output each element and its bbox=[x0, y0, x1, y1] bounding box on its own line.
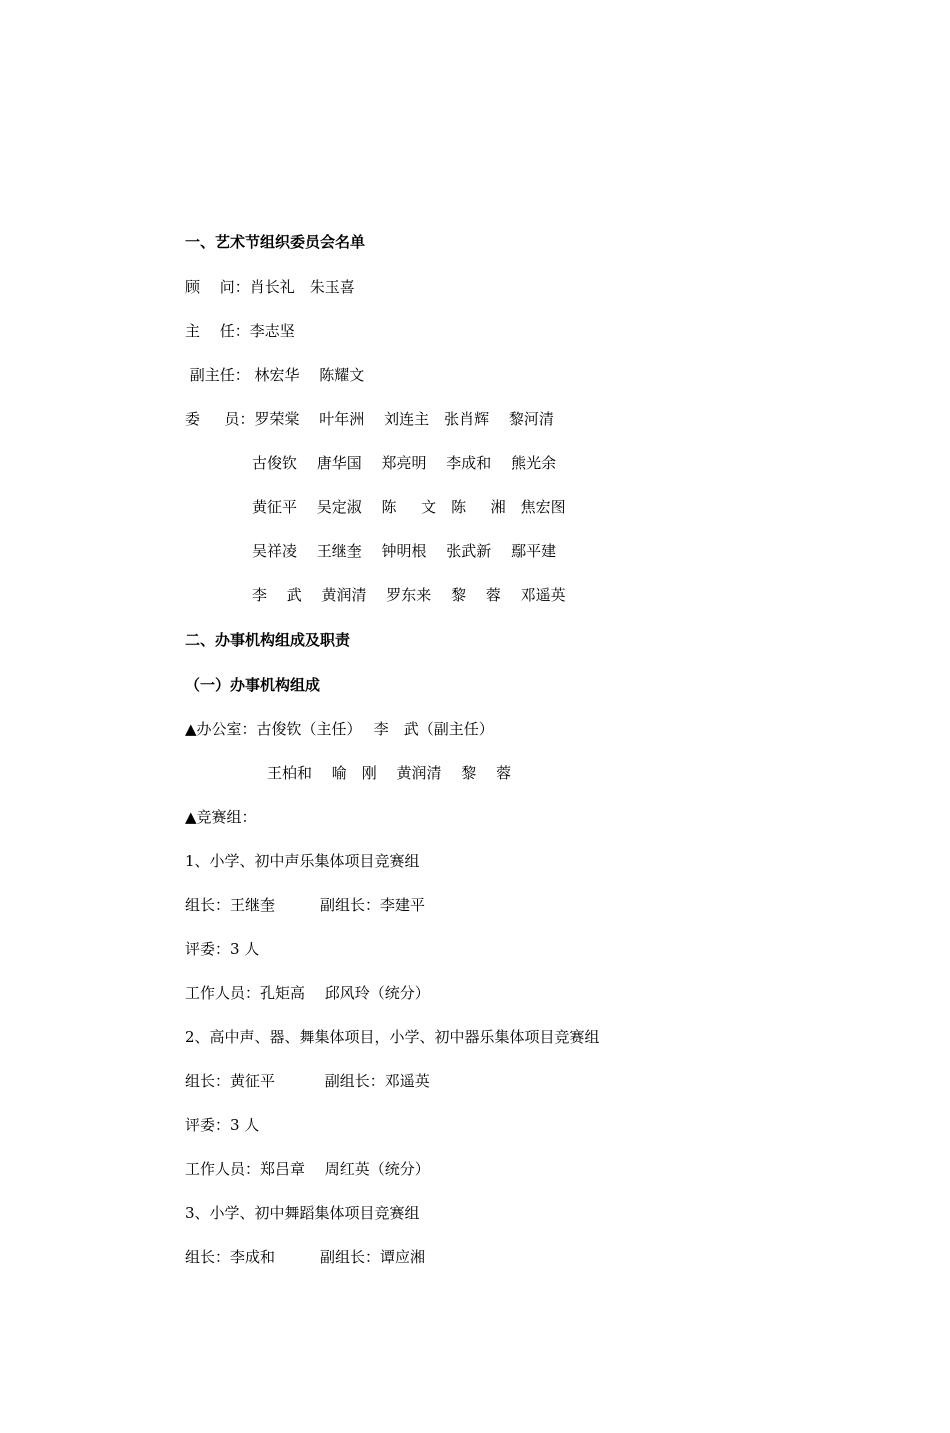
group-leaders: 组长：王继奎 副组长：李建平 bbox=[185, 896, 426, 914]
director-line: 主 任：李志坚 bbox=[185, 322, 295, 340]
members-row: 吴祥凌 王继奎 钟明根 张武新 鄢平建 bbox=[252, 542, 557, 560]
group-title: 1、小学、初中声乐集体项目竞赛组 bbox=[185, 852, 420, 870]
section1-heading: 一、艺术节组织委员会名单 bbox=[185, 233, 366, 251]
group-title: 3、小学、初中舞蹈集体项目竞赛组 bbox=[185, 1204, 420, 1222]
members-row: 古俊钦 唐华国 郑亮明 李成和 熊光余 bbox=[252, 454, 557, 472]
group-staff: 工作人员：郑吕章 周红英（统分） bbox=[185, 1160, 430, 1178]
group-leaders: 组长：李成和 副组长：谭应湘 bbox=[185, 1248, 426, 1266]
office-members-line: 王柏和 喻 刚 黄润清 黎 蓉 bbox=[267, 764, 512, 782]
deputy-director-line: 副主任： 林宏华 陈耀文 bbox=[185, 366, 365, 384]
group-staff: 工作人员：孔矩高 邱风玲（统分） bbox=[185, 984, 430, 1002]
group-leaders: 组长：黄征平 副组长：邓遥英 bbox=[185, 1072, 430, 1090]
advisor-line: 顾 问：肖长礼 朱玉喜 bbox=[185, 278, 355, 296]
members-row: 李 武 黄润清 罗东来 黎 蓉 邓遥英 bbox=[252, 586, 566, 604]
members-line: 委 员：罗荣棠 叶年洲 刘连主 张肖辉 黎河清 bbox=[185, 410, 554, 428]
office-line: ▲办公室：古俊钦（主任） 李 武（副主任） bbox=[185, 720, 494, 738]
group-title: 2、高中声、器、舞集体项目，小学、初中器乐集体项目竞赛组 bbox=[185, 1028, 600, 1046]
group-judges: 评委：3 人 bbox=[185, 940, 260, 958]
group-judges: 评委：3 人 bbox=[185, 1116, 260, 1134]
competition-label: ▲竞赛组： bbox=[185, 808, 257, 826]
section2-subheading: （一）办事机构组成 bbox=[185, 676, 321, 694]
members-row: 黄征平 吴定淑 陈 文 陈 湘 焦宏图 bbox=[252, 498, 566, 516]
section2-heading: 二、办事机构组成及职责 bbox=[185, 631, 351, 649]
